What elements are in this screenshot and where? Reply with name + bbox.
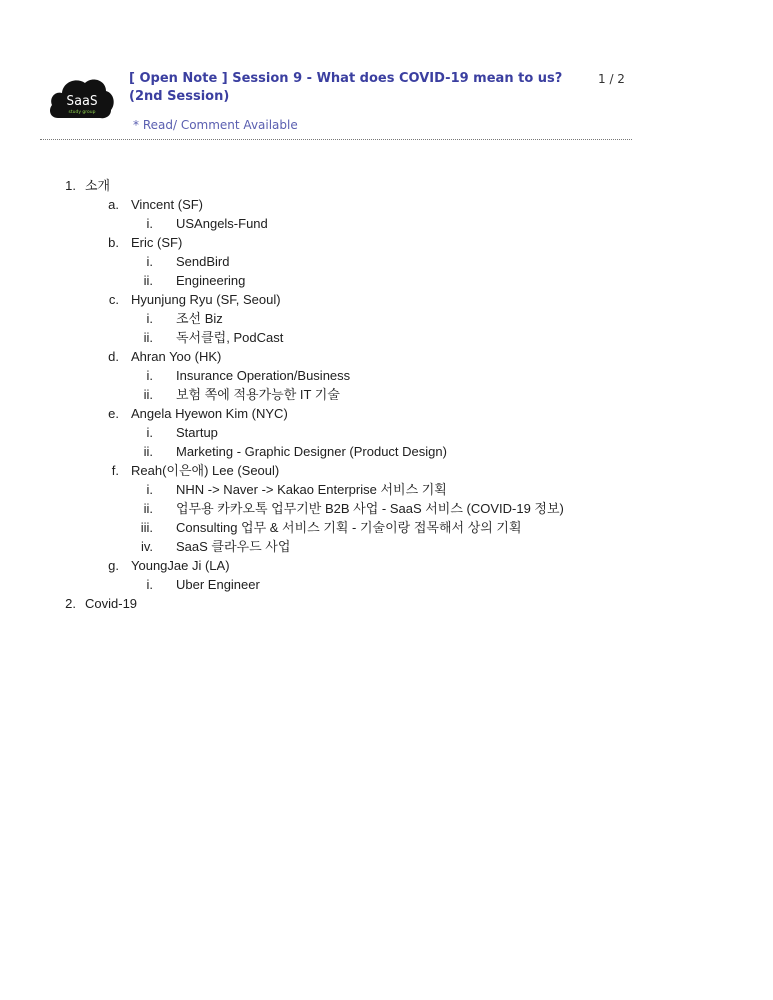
list-item-text: Engineering xyxy=(176,273,246,288)
outline-item-level-2 xyxy=(0,347,773,366)
outline-item-level-1 xyxy=(0,176,773,195)
list-marker: ii. xyxy=(143,444,153,459)
outline-item-level-2 xyxy=(0,290,773,309)
outline-item-level-1 xyxy=(0,594,773,613)
list-item-text: 조선 Biz xyxy=(176,311,223,326)
list-marker: i. xyxy=(146,482,153,497)
list-item-text: Uber Engineer xyxy=(176,577,260,592)
list-item-text: Vincent (SF) xyxy=(131,197,204,212)
list-item-text: Covid-19 xyxy=(85,596,138,611)
outline-item-level-3 xyxy=(0,328,773,347)
outline-item-level-2 xyxy=(0,195,773,214)
list-marker: i. xyxy=(146,425,153,440)
outline-item-level-3 xyxy=(0,537,773,556)
list-item-text: Eric (SF) xyxy=(131,235,183,250)
list-item-text: Reah(이은애) Lee (Seoul) xyxy=(131,463,280,478)
list-marker: ii. xyxy=(143,273,153,288)
list-item-text: SaaS 클라우드 사업 xyxy=(176,539,291,554)
outline-item-level-3 xyxy=(0,252,773,271)
list-item-text: Angela Hyewon Kim (NYC) xyxy=(131,406,288,421)
list-marker: iv. xyxy=(140,539,153,554)
list-marker: ii. xyxy=(143,387,153,402)
list-marker: i. xyxy=(146,216,153,231)
list-marker: i. xyxy=(146,311,153,326)
outline-item-level-3 xyxy=(0,442,773,461)
list-marker: iii. xyxy=(140,520,153,535)
list-marker: 1. xyxy=(65,178,76,193)
list-item-text: Insurance Operation/Business xyxy=(176,368,351,383)
list-item-text: 독서클럽, PodCast xyxy=(176,330,284,345)
list-marker: 2. xyxy=(65,596,76,611)
outline-item-level-3 xyxy=(0,518,773,537)
saas-logo-icon xyxy=(48,74,116,120)
logo-subtext: study group xyxy=(68,110,96,115)
list-marker: ii. xyxy=(143,501,153,516)
list-item-text: Consulting 업무 & 서비스 기획 - 기술이랑 접목해서 상의 기획 xyxy=(176,520,522,535)
list-item-text: Ahran Yoo (HK) xyxy=(131,349,222,364)
outline-item-level-2 xyxy=(0,461,773,480)
logo-text: SaaS xyxy=(66,94,98,109)
list-marker: g. xyxy=(108,558,119,573)
outline-item-level-2 xyxy=(0,404,773,423)
list-marker: f. xyxy=(111,463,119,478)
list-marker: i. xyxy=(146,368,153,383)
document-title: [ Open Note ] Session 9 - What does COVID-19 mean to us? (2nd Session) xyxy=(129,71,563,104)
outline-item-level-3 xyxy=(0,575,773,594)
list-marker: c. xyxy=(108,292,119,307)
outline-item-level-3 xyxy=(0,309,773,328)
list-item-text: YoungJae Ji (LA) xyxy=(131,558,230,573)
list-item-text: NHN -> Naver -> Kakao Enterprise 서비스 기획 xyxy=(176,482,447,497)
outline-item-level-3 xyxy=(0,385,773,404)
list-item-text: 소개 xyxy=(85,178,111,193)
list-marker: a. xyxy=(108,197,119,212)
outline-item-level-3 xyxy=(0,423,773,442)
list-marker: e. xyxy=(108,406,119,421)
page-indicator: 1 / 2 xyxy=(598,72,625,86)
list-marker: i. xyxy=(146,254,153,269)
outline-item-level-2 xyxy=(0,556,773,575)
list-marker: b. xyxy=(108,235,119,250)
header-divider xyxy=(40,139,632,140)
outline-item-level-3 xyxy=(0,214,773,233)
list-marker: d. xyxy=(108,349,119,364)
list-item-text: 보험 쪽에 적용가능한 IT 기술 xyxy=(176,387,340,402)
list-item-text: Hyunjung Ryu (SF, Seoul) xyxy=(131,292,281,307)
outline-item-level-2 xyxy=(0,233,773,252)
list-item-text: Marketing - Graphic Designer (Product Design) xyxy=(176,444,447,459)
outline-item-level-3 xyxy=(0,271,773,290)
list-item-text: Startup xyxy=(176,425,218,440)
outline-item-level-3 xyxy=(0,480,773,499)
outline-item-level-3 xyxy=(0,366,773,385)
outline-item-level-3 xyxy=(0,499,773,518)
list-item-text: SendBird xyxy=(176,254,230,269)
list-marker: i. xyxy=(146,577,153,592)
list-marker: ii. xyxy=(143,330,153,345)
list-item-text: 업무용 카카오톡 업무기반 B2B 사업 - SaaS 서비스 (COVID-19 정보) xyxy=(176,501,564,516)
list-item-text: USAngels-Fund xyxy=(176,216,268,231)
document-subtitle: * Read/ Comment Available xyxy=(133,118,298,132)
